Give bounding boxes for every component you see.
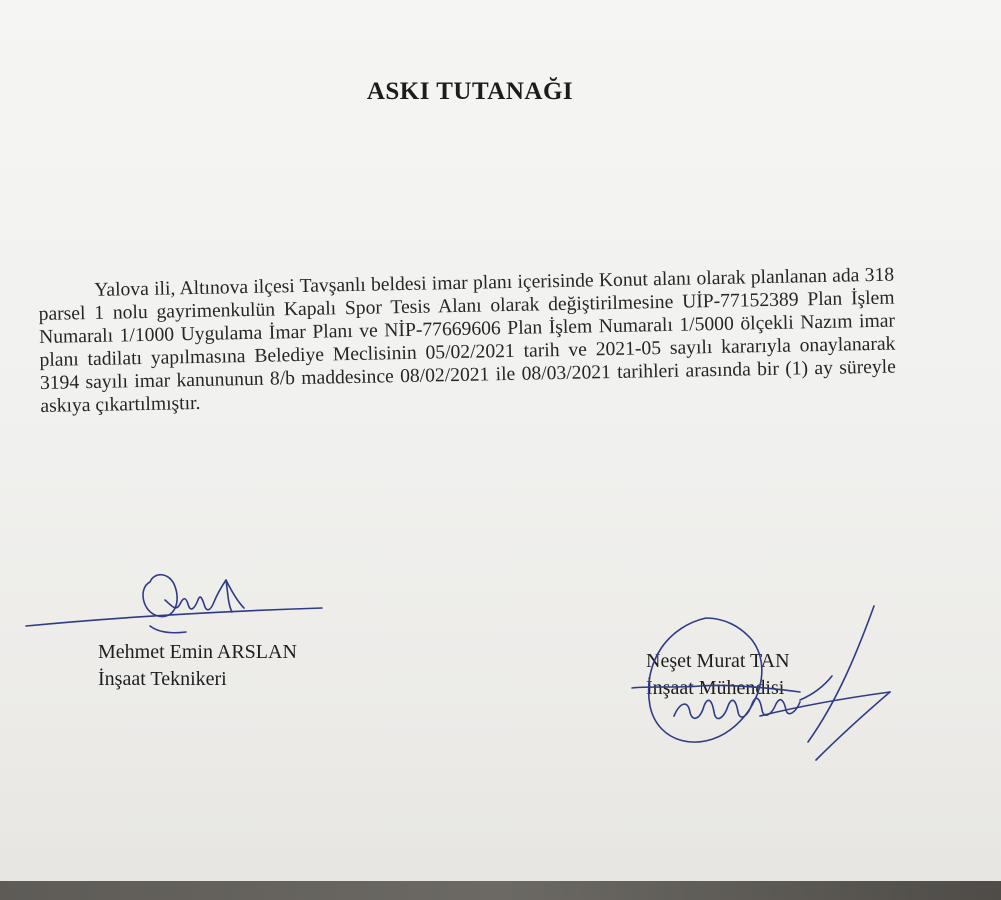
signatory-left — [98, 639, 297, 693]
signatory-right — [646, 648, 790, 702]
photo-bottom-edge — [0, 881, 1001, 900]
signatory-right-name: Neşet Murat TAN — [646, 650, 790, 672]
document-body: Yalova ili, Altınova ilçesi Tavşanlı beldesi imar planı içerisinde Konut alanı olarak planlanan ada 318 parsel 1 nolu gayrimenkulün Kapalı Spor Tesis Alanı olarak değiştirilmesine UİP-77152389 Plan İşlem Numaralı 1/1000 Uygulama İmar Planı ve NİP-77669606 Plan İşlem Numaralı 1/5000 ölçekli Nazım imar planı tadilatı yapılmasına Belediye Meclisinin 05/02/2021 tarih ve 2021-05 sayılı kararıyla onaylanarak 3194 sayılı imar kanununun 8/b maddesince 08/02/2021 ile 08/03/2021 tarihleri arasında bir (1) ay süreyle askıya çıkartılmıştır. — [38, 264, 897, 417]
signatory-left-role: İnşaat Teknikeri — [98, 668, 227, 690]
signatory-left-name: Mehmet Emin ARSLAN — [98, 641, 297, 663]
document-title: ASKI TUTANAĞI — [366, 78, 574, 105]
signatory-right-role: İnşaat Mühendisi — [646, 677, 785, 699]
